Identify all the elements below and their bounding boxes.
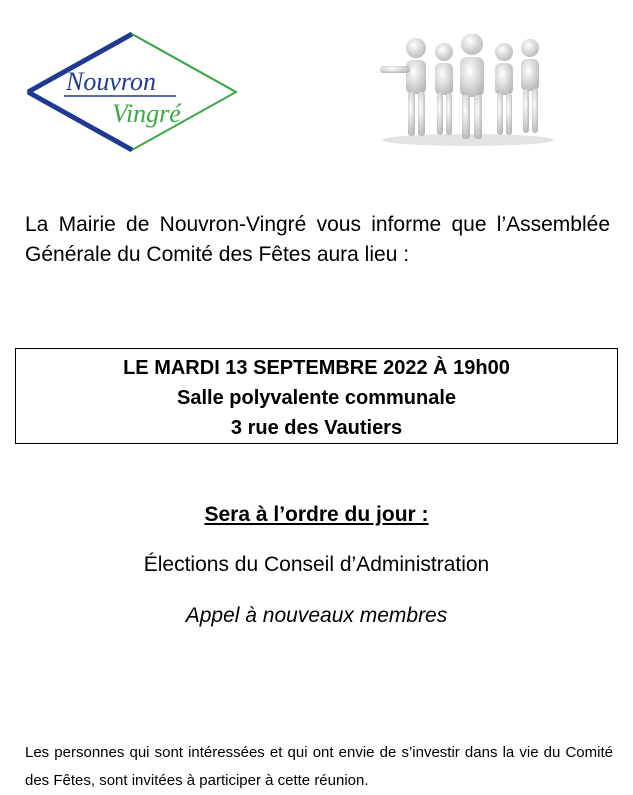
- village-logo: [26, 32, 238, 154]
- footer-paragraph: Les personnes qui sont intéressées et qui ont envie de s’investir dans la vie du Comité des Fêtes, sont invitées à participer à cette réunion.: [25, 744, 613, 789]
- agenda-item-elections: Élections du Conseil d’Administration: [143, 553, 490, 576]
- agenda-title: Sera à l’ordre du jour :: [204, 503, 429, 526]
- event-info-box: [15, 348, 618, 444]
- intro-paragraph: La Mairie de Nouvron-Vingré vous informe que l’Assemblée Générale du Comité des Fêtes aura lieu :: [25, 213, 610, 266]
- agenda-item-new-members: Appel à nouveaux membres: [185, 604, 448, 627]
- logo-text-line1: Nouvron: [66, 67, 157, 96]
- group-of-people-icon: [372, 34, 558, 146]
- event-address: 3 rue des Vautiers: [230, 417, 403, 439]
- event-venue: Salle polyvalente communale: [177, 387, 456, 409]
- logo-text-line2: Vingré: [112, 99, 181, 128]
- event-date-time: LE MARDI 13 SEPTEMBRE 2022 À 19h00: [123, 357, 510, 379]
